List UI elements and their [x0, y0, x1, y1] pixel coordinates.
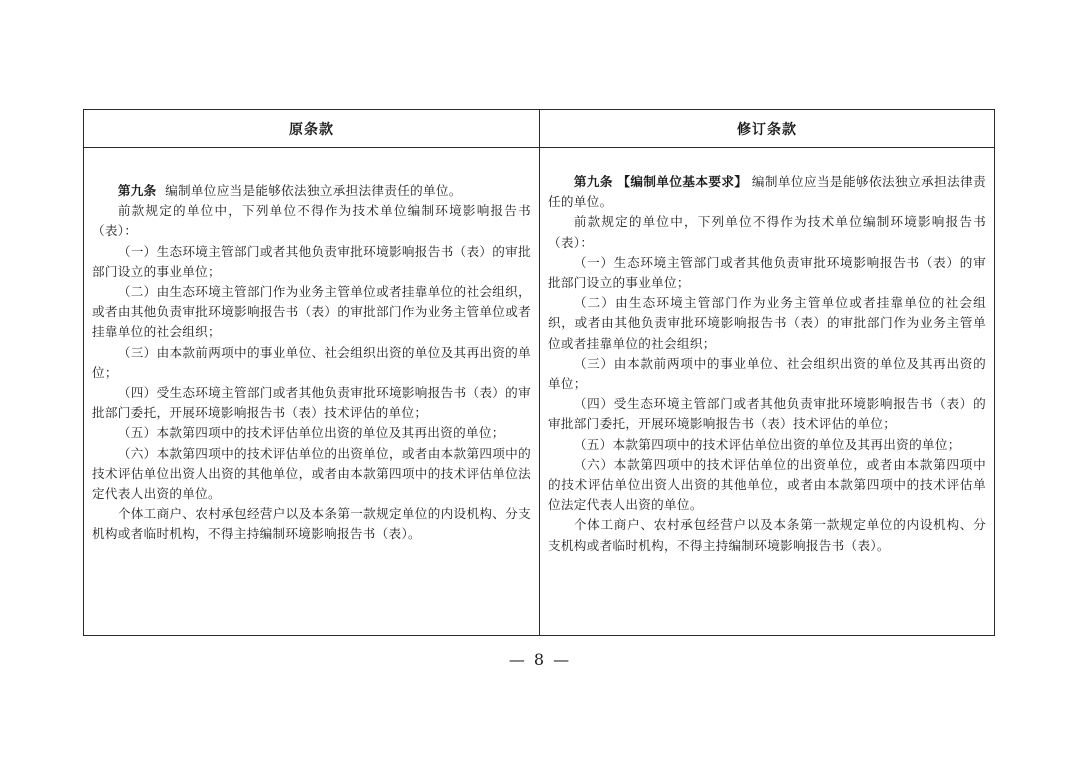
revised-paragraph-1 [548, 172, 986, 212]
revised-item-1: （一）生态环境主管部门或者其他负责审批环境影响报告书（表）的审批部门设立的事业单位； [548, 254, 986, 291]
revised-p1-text: 编制单位应当是能够依法独立承担法律责任的单位。 [548, 174, 987, 210]
original-paragraph-1 [92, 181, 531, 201]
original-item-3: （三）由本款前两项中的事业单位、社会组织出资的单位及其再出资的单位； [92, 344, 531, 380]
original-paragraph-2: 前款规定的单位中，下列单位不得作为技术单位编制环境影响报告书（表）： [92, 203, 531, 239]
original-item-1: （一）生态环境主管部门或者其他负责审批环境影响报告书（表）的审批部门设立的事业单位； [92, 243, 531, 279]
revised-paragraph-2: 前款规定的单位中，下列单位不得作为技术单位编制环境影响报告书（表）： [548, 214, 986, 250]
original-item-4: （四）受生态环境主管部门或者其他负责审批环境影响报告书（表）的审批部门委托，开展环境影响报告书（表）技术评估的单位； [92, 385, 531, 421]
comparison-table [83, 109, 995, 636]
revised-item-5: （五）本款第四项中的技术评估单位出资的单位及其再出资的单位； [573, 436, 961, 452]
header-revised: 修订条款 [540, 110, 994, 148]
original-clause-cell [84, 148, 540, 635]
revised-item-3: （三）由本款前两项中的事业单位、社会组织出资的单位及其再出资的单位； [548, 355, 986, 392]
revised-item-6: （六）本款第四项中的技术评估单位的出资单位，或者由本款第四项中的技术评估单位出资人出资的其他单位，或者由本款第四项中的技术评估单位法定代表人出资的单位。 [548, 456, 986, 513]
original-item-6: （六）本款第四项中的技术评估单位的出资单位，或者由本款第四项中的技术评估单位出资人出资的其他单位，或者由本款第四项中的技术评估单位法定代表人出资的单位。 [92, 445, 531, 502]
original-item-2: （二）由生态环境主管部门作为业务主管单位或者挂靠单位的社会组织，或者由其他负责审批环境影响报告书（表）的审批部门作为业务主管单位或者挂靠单位的社会组织； [92, 284, 531, 340]
revised-article-heading: 【编制单位基本要求】 [617, 174, 748, 189]
original-p1-text: 编制单位应当是能够依法独立承担法律责任的单位。 [165, 183, 462, 198]
page-number: — 8 — [508, 650, 572, 669]
header-original: 原条款 [84, 110, 540, 148]
revised-article-number: 第九条 [573, 174, 613, 189]
revised-clause-cell [540, 148, 994, 635]
original-article-number: 第九条 [117, 183, 157, 198]
revised-item-2: （二）由生态环境主管部门作为业务主管单位或者挂靠单位的社会组织，或者由其他负责审批环境影响报告书（表）的审批部门作为业务主管单位或者挂靠单位的社会组织； [548, 295, 986, 351]
original-paragraph-3: 个体工商户、农村承包经营户以及本条第一款规定单位的内设机构、分支机构或者临时机构，不得主持编制环境影响报告书（表）。 [92, 506, 531, 542]
revised-item-4: （四）受生态环境主管部门或者其他负责审批环境影响报告书（表）的审批部门委托，开展环境影响报告书（表）技术评估的单位； [548, 396, 986, 432]
revised-paragraph-3: 个体工商户、农村承包经营户以及本条第一款规定单位的内设机构、分支机构或者临时机构，不得主持编制环境影响报告书（表）。 [548, 517, 986, 553]
original-item-5: （五）本款第四项中的技术评估单位出资的单位及其再出资的单位； [117, 425, 505, 441]
